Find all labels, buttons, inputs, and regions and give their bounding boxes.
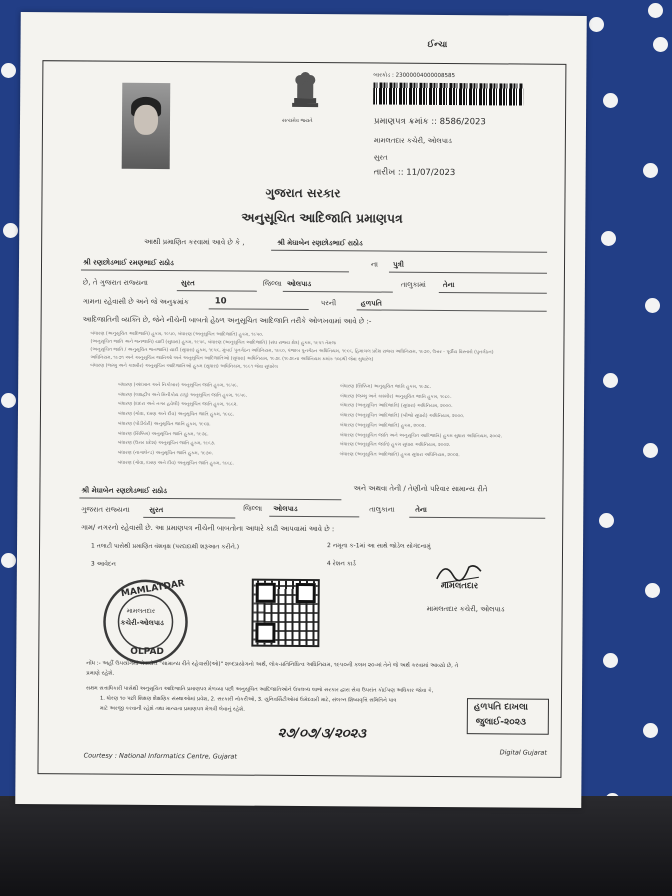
gr-mid: પરની — [320, 299, 337, 308]
gr-prefix: ગામના રહેવાસી છે અને જે અનુક્રમાંક — [82, 297, 189, 307]
lower-district-label: જિલ્લા — [243, 504, 263, 513]
stamp-line-1: હળપતિ દાખલા — [473, 702, 529, 713]
lower-taluka-label: તાલુકાના — [369, 505, 395, 514]
footer-digital-gujarat: Digital Gujarat — [499, 748, 547, 757]
tribe-name: હળપતિ — [360, 299, 382, 308]
seal-top-text: MAMLATDAR — [120, 578, 186, 600]
emblem-caption: સત્યમેવ જયતે — [281, 117, 313, 125]
note-1: નોંધ :- અહીં ઉપયોગમાં લેવાયેલ "સામાન્ય રીતે રહેવાસી(ઓ)" શબ્દપ્રયોગનો અર્થ, લોક-પ્રતિનિધિત્વ અધિનિયમ, ૧૯૫૦ની કલમ ૨૦-માં તેને જે અર્થ કરવામાં આવ્યો છે, તે — [86, 660, 459, 670]
applicant-photo — [122, 83, 171, 169]
lower-holder-name: શ્રી મેઘાબેન રણછોડભાઈ રાઠોડ — [81, 486, 167, 496]
taluka-value: ઓલપાડ — [286, 279, 312, 289]
enclosure-3: 3 આવેદન — [90, 560, 116, 568]
polka-dot — [643, 723, 658, 738]
holder-name: શ્રી મેઘાબેન રણછોડભાઈ રાઠોડ — [277, 238, 363, 248]
order-item: બંધારણ (અનુસૂચિત આદિજાતિ) (બીજો સુધારો) અધિનિયમ, ૨૦૦૦. — [339, 413, 465, 420]
polka-dot — [653, 37, 668, 52]
fine-print-line: અધિનિયમ, ૧૯૭૧ અને અનુસૂચિત જાતિઓ અને અનુસૂચિત આદિજાતિઓ (સુધારા) અધિનિયમ, ૧૯૭૬ (૧૯૭૬ના અધિનિયમ ક્રમાંક ૧૦૮થી જેવા સુધારેલ) — [90, 355, 374, 363]
polka-dot — [601, 231, 616, 246]
seal-mid-text: મામલતદાર — [126, 606, 156, 615]
order-item: બંધારણ (અંદમાન અને નિકોબાર) અનુસૂચિત જાતિ હુકમ, ૧૯૫૯. — [118, 382, 239, 389]
polka-dot — [643, 443, 658, 458]
gr-number: 10 — [214, 296, 227, 307]
issuing-office: મામલતદાર કચેરી, ઓલપાડ — [373, 136, 452, 146]
district-label: જિલ્લા — [262, 279, 282, 288]
corner-handwritten-note: ઈન્ચા — [427, 39, 448, 51]
polka-dot — [1, 393, 16, 408]
fine-print-line: (અનુસૂચિત જાતિ અને જનજાતિ) યાદી (સુધારા) હુકમ, ૧૯૫૬, બંધારણ (અનુસૂચિત આદિજાતિ) (સંઘ રાજ્ય ક્ષેત્ર) હુકમ, ૧૯૫૧ તેમજ — [90, 339, 336, 347]
certificate-number: પ્રમાણપત્ર ક્રમાંક :: 8586/2023 — [373, 116, 486, 128]
note-2: સક્ષમ સત્તાધિકારી પાસેથી અનુસૂચિત આદિજાતિ પ્રમાણપત્ર મેળવ્યા પછી અનુસૂચિત આદિજાતિઓને ઉપલબ્ધ લાભો સરકાર દ્વારા સેવા ઉપરાંત કોઈપણ અધિકાર જોવા કે, — [86, 685, 434, 694]
polka-dot — [603, 653, 618, 668]
note-4: માટે અરજી કરવાની રહેશે તથા માન્યતા પ્રમાણપત્ર મેળવી લેવાનું રહેશે. — [99, 705, 245, 713]
handwritten-stamp — [467, 698, 549, 735]
lower-district-value: સુરત — [149, 505, 164, 515]
enclosure-4: 4 રેશન કાર્ડ — [326, 560, 356, 568]
polka-dot — [1, 553, 16, 568]
polka-dot — [645, 583, 660, 598]
certify-prefix: આથી પ્રમાણિત કરવામાં આવે છે કે , — [144, 237, 245, 247]
father-name: શ્રી રણછોડભાઈ રમણભાઈ રાઠોડ — [82, 258, 174, 268]
note-3: 1. ધોરણ ૧૦ પછી શિક્ષણ શૈક્ષણિક સંસ્થાઓમાં પ્રવેશ, 2. સરકારી નોકરીઓ, 3. યુનિવર્સિટીઓમાં ઉમેદવારી માટે, સંલગ્ન શિષ્યવૃત્તિ સમિતિને પાત્ર — [99, 695, 397, 704]
taluka-label: તાલુકામાં — [400, 280, 426, 289]
order-item: બંધારણ (અનુસૂચિત જાતિ) હુકમ સુધારા અધિનિયમ, ૨૦૦૨. — [339, 442, 451, 449]
polka-dot — [648, 3, 663, 18]
order-item: બંધારણ (નાગાલેન્ડ) અનુસૂચિત જાતિ હુકમ, ૧૯૭૦. — [117, 450, 213, 457]
lower-state-prefix: ગુજરાત રાજ્યના — [81, 505, 130, 514]
orders-left-list — [118, 381, 248, 469]
polka-dot — [589, 17, 604, 32]
order-item: બંધારણ (અનુસૂચિત આદિજાતિ) હુકમ સુધારા અધિનિયમ, ૨૦૦૨. — [339, 452, 460, 459]
district-value: સુરત — [180, 279, 195, 288]
enclosure-2: 2 નમૂના ક-1માં આ સાથે જોડેલ સોગંદનામું — [327, 542, 431, 550]
fine-print-line: બંધારણ (અનુસૂચિત આદિજાતિ) હુકમ, ૧૯૫૦, બંધારણ (અનુસૂચિત આદિજાતિ) હુકમ, ૧૯૫૦. — [90, 331, 264, 338]
government-title: ગુજરાત સરકાર — [265, 185, 341, 201]
polka-dot — [603, 373, 618, 388]
photo-face — [134, 105, 158, 135]
issuing-district: સુરત — [373, 153, 388, 162]
lower-taluka-value: ઓલપાડ — [273, 504, 298, 513]
order-item: બંધારણ (સિક્કિમ) અનુસૂચિત જાતિ હુકમ, ૧૯૭૮. — [340, 384, 431, 390]
polka-dot — [599, 513, 614, 528]
polka-dot — [643, 163, 658, 178]
order-item: બંધારણ (ગોવા, દમણ અને દીવ) અનુસૂચિત જાતિ હુકમ, ૧૯૬૮. — [117, 411, 235, 418]
seal-office-text: કચેરી-ઓલપાડ — [120, 618, 164, 628]
handwritten-date: ૨૭/૦૭/૩/૨૦૨૩ — [277, 725, 366, 742]
state-prefix: છે, તે ગુજરાત રાજ્યના — [82, 278, 148, 287]
polka-dot — [603, 93, 618, 108]
order-item: બંધારણ (સિક્કિમ) અનુસૂચિત જાતિ હુકમ, ૧૯૭૮. — [117, 431, 209, 437]
dark-floor-shadow — [0, 796, 672, 896]
qr-code — [251, 579, 319, 647]
na-label: ના — [370, 260, 378, 269]
order-item: બંધારણ (જમ્મુ અને કાશ્મીર) અનુસૂચિત જાતિ હુકમ, ૧૯૮૯. — [340, 393, 452, 400]
order-item: બંધારણ (લક્ષદ્વીપ અને મિનીકોય ટાપુ) અનુસૂચિત જાતિ હુકમ, ૧૯૫૯. — [118, 392, 248, 399]
polka-dot — [3, 223, 18, 238]
family-text: અને અથવા તેની / તેણીનો પરિવાર સામાન્ય રીતે — [353, 484, 488, 494]
fine-print-line: બંધારણ (જમ્મુ અને કાશ્મીર) અનુસૂચિત આદિજાતિઓ હુકમ (સુધારા) અધિનિયમ, ૧૯૯૧ જેવા સુધારેલ — [90, 363, 278, 370]
fine-print-line: (અનુસૂચિત જાતિ / અનુસૂચિત જનજાતિ) યાદી (સુધારા) હુકમ, ૧૯૫૬, મુંબઈ પુનર્ગઠન અધિનિયમ, ૧૯૬૦, પંજાબ પુનર્ગઠન અધિનિયમ, ૧૯૬૬, હિમાચલ પ્રદેશ રાજ્ય અધિનિયમ, ૧૯૭૦, ઉત્તર - પૂર્વીય વિસ્તારો (પુનર્ગઠન) — [90, 347, 494, 356]
orders-right-list — [340, 382, 503, 461]
ashoka-emblem-icon — [288, 68, 322, 120]
lower-village-value: તેના — [415, 505, 427, 514]
mamlatdar-seal — [102, 579, 189, 666]
issue-date: તારીખ :: 11/07/2023 — [373, 167, 456, 179]
order-item: બંધારણ (પોંડીચેરી) અનુસૂચિત જાતિ હુકમ, ૧૯૬૪. — [117, 421, 211, 428]
signatory-office: મામલતદાર કચેરી, ઓલપાડ — [426, 604, 505, 614]
village-value: તેના — [442, 280, 455, 290]
order-item: બંધારણ (અનુસૂચિત આદિજાતિ) (સુધારા) અધિનિયમ, ૨૦૦૦. — [340, 403, 453, 410]
order-item: બંધારણ (અનુસૂચિત જાતિ અને અનુસૂચિત આદિજાતિ) હુકમ સુધારા અધિનિયમ, ૨૦૦૨. — [339, 432, 503, 439]
enclosure-1: 1 તલાટી પાસેથી પ્રમાણિત વંશવૃક્ષ (પરદાદાથી શરૂઆત કરીને.) — [91, 542, 240, 551]
seal-bottom-text: OLPAD — [130, 646, 164, 658]
order-item: બંધારણ (ગોવા, દમણ અને દીવ) અનુસૂચિત જાતિ હુકમ, ૧૯૬૮. — [117, 460, 234, 467]
basis-text: ગામ/ નગરનો રહેવાસી છે. આ પ્રમાણપત્ર નીચેની બાબતોના આધારે કાઢી આપવામાં આવે છે : — [81, 523, 335, 534]
relation: પુત્રી — [392, 260, 404, 269]
order-item: બંધારણ (ઉત્તર પ્રદેશ) અનુસૂચિત જાતિ હુકમ, ૧૯૬૭. — [117, 440, 216, 447]
barcode — [373, 82, 523, 105]
polka-dot — [645, 298, 660, 313]
order-item: બંધારણ (અનુસૂચિત આદિજાતિ) હુકમ, ૨૦૦૨. — [339, 423, 426, 429]
recognition-text: આદિજાતિની વ્યક્તિ છે, જેને નીચેની બાબતો હેઠળ અનુસૂચિત આદિજાતિ તરીકે ઓળખવામાં આવે છે :- — [82, 315, 372, 326]
order-item: બંધારણ (દાદરા અને નગર હવેલી) અનુસૂચિત જાતિ હુકમ, ૧૯૬૨. — [118, 402, 238, 408]
note-1b: પ્રમાણે રહેશે. — [86, 670, 115, 677]
stamp-line-2: જુલાઈ-૨૦૨૩ — [475, 717, 527, 728]
polka-dot — [1, 63, 16, 78]
footer-courtesy: Courtesy : National Informatics Centre, Gujarat — [83, 751, 238, 761]
barcode-label: બારકોડ : 23000004000008585 — [373, 72, 456, 80]
certificate-title: અનુસૂચિત આદિજાતિ પ્રમાણપત્ર — [241, 209, 403, 226]
certificate-document — [15, 12, 587, 808]
signatory-title: મામલતદાર — [440, 580, 479, 592]
